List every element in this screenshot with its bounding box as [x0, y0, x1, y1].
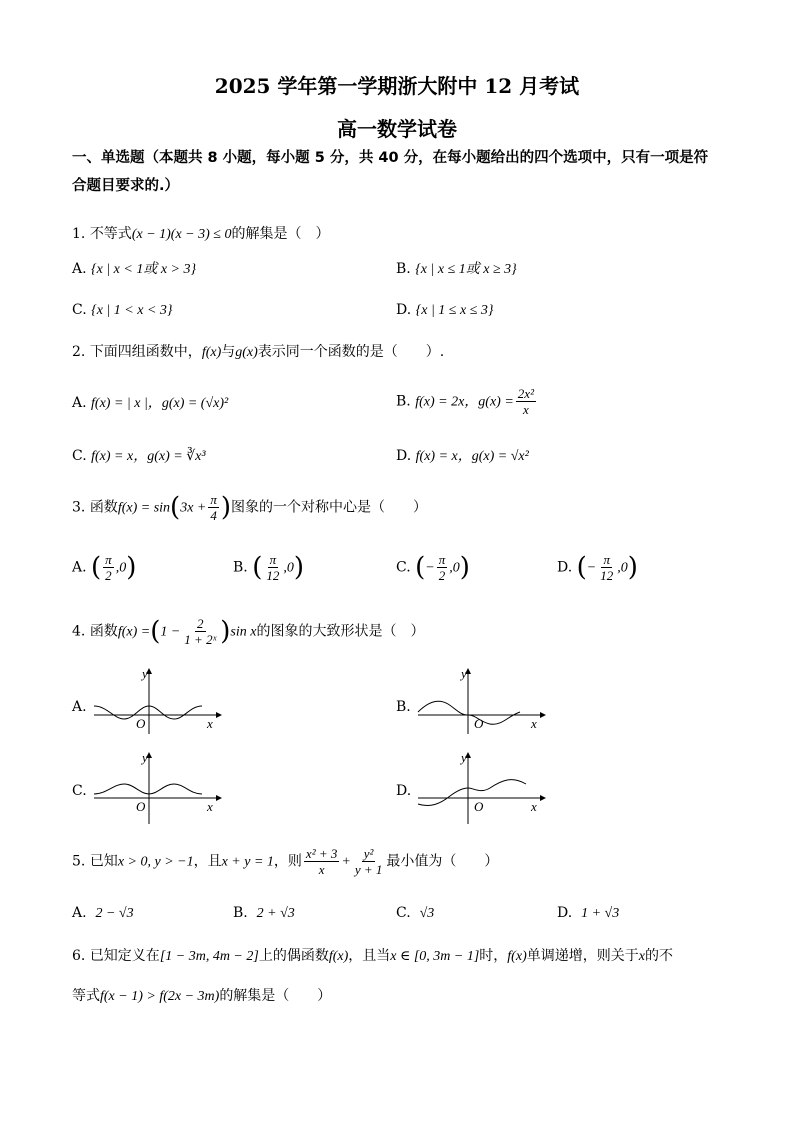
axis-y-label: y — [142, 666, 148, 681]
q4-graph-d[interactable] — [416, 750, 546, 826]
question-number: 1. — [72, 226, 86, 242]
origin-label: O — [136, 716, 146, 731]
q5-option-b[interactable]: B. 2 + √3 — [233, 905, 295, 921]
q4-option-d-label[interactable]: D. — [396, 783, 412, 799]
fraction: $\frac{\pi}{12}$ — [600, 552, 614, 583]
axis-x-label: x — [207, 716, 213, 731]
q4-option-a-label[interactable]: A. — [72, 699, 87, 715]
origin-label: O — [474, 799, 484, 814]
q1-option-b[interactable]: B. {x | x ≤ 1或 x ≥ 3} — [396, 261, 517, 277]
q1-option-c[interactable]: C. {x | 1 < x < 3} — [72, 302, 173, 318]
fraction: $\frac{2}{\text{1 + 2ˣ}}$ — [184, 616, 217, 647]
axis-y-label: y — [461, 666, 467, 681]
q5-option-d[interactable]: D. 1 + √3 — [557, 905, 620, 921]
q4-graph-b[interactable] — [416, 666, 546, 736]
axis-y-label: y — [461, 750, 467, 765]
question-1: 1. 不等式(x − 1)(x − 3) ≤ 0的解集是（ ） — [72, 226, 330, 242]
q4-graph-c[interactable] — [92, 750, 222, 826]
q2-option-c[interactable]: C. f(x) = x，g(x) = ∛x³ — [72, 448, 206, 464]
exam-title: 2025 学年第一学期浙大附中 12 月考试 — [214, 74, 580, 98]
fraction: $\frac{\text{y²}}{y + 1}$ — [354, 846, 383, 877]
q4-option-b-label[interactable]: B. — [396, 699, 411, 715]
question-3: 3. 函数f(x) = sin(3x + $\frac{\pi}{4}$ )图象的一个对称中心是（ ） — [72, 492, 428, 523]
q1-option-a[interactable]: A. {x | x < 1或 x > 3} — [72, 261, 197, 277]
question-6-line-2: 等式f(x − 1) > f(2x − 3m)的解集是（ ） — [72, 988, 332, 1004]
q3-option-b[interactable]: B. ( $\frac{\pi}{12}$ ,0) — [233, 552, 305, 583]
axis-y-label: y — [142, 750, 148, 765]
fraction: $\frac{\text{2x²}}{x}$ — [517, 386, 534, 417]
fraction: $\frac{\pi}{4}$ — [210, 492, 217, 523]
q2-option-d[interactable]: D. f(x) = x，g(x) = √x² — [396, 448, 529, 464]
q3-option-d[interactable]: D. (− $\frac{\pi}{12}$ ,0) — [557, 552, 638, 583]
exam-subtitle: 高一数学试卷 — [337, 117, 457, 141]
axis-x-label: x — [531, 716, 537, 731]
question-6-line-1: 6. 已知定义在[1 − 3m, 4m − 2]上的偶函数f(x)，且当x ∈ [0, 3m − 1]时，f(x)单调递增，则关于x的不 — [72, 948, 673, 964]
question-2: 2. 下面四组函数中，f(x)与g(x)表示同一个函数的是（ ）. — [72, 344, 445, 360]
q4-graph-a[interactable] — [92, 666, 222, 736]
section-heading: 一、单选题（本题共 8 小题，每小题 5 分，共 40 分，在每小题给出的四个选项中，只有一项是符合题目要求的.） — [72, 150, 709, 194]
fraction: $\frac{\pi}{2}$ — [438, 552, 446, 583]
q3-option-c[interactable]: C. (− $\frac{\pi}{2}$ ,0) — [396, 552, 470, 583]
fraction: $\frac{\pi}{2}$ — [105, 552, 112, 583]
q5-option-a[interactable]: A. 2 − √3 — [72, 905, 134, 921]
q2-option-a[interactable]: A. f(x) = | x |，g(x) = (√x)² — [72, 395, 229, 411]
axis-x-label: x — [207, 799, 213, 814]
fraction: $\frac{\pi}{12}$ — [266, 552, 280, 583]
fraction: $\frac{\text{x² + 3}}{x}$ — [305, 846, 338, 877]
question-4: 4. 函数f(x) =(1 − $\frac{2}{\text{1 + 2ˣ}}$ )sin x的图象的大致形状是（ ） — [72, 616, 425, 647]
origin-label: O — [474, 716, 484, 731]
q5-option-c[interactable]: C. √3 — [396, 905, 435, 921]
axis-x-label: x — [531, 799, 537, 814]
q4-option-c-label[interactable]: C. — [72, 783, 87, 799]
origin-label: O — [136, 799, 146, 814]
q1-option-d[interactable]: D. {x | 1 ≤ x ≤ 3} — [396, 302, 494, 318]
question-5: 5. 已知x > 0, y > −1，且x + y = 1，则 $\frac{\text{x² + 3}}{x}$ + $\frac{\text{y²}}{y + 1}$ 最小值为（ ） — [72, 846, 499, 877]
q3-option-a[interactable]: A. ( $\frac{\pi}{2}$ ,0) — [72, 552, 137, 583]
q2-option-b[interactable]: B. f(x) = 2x，g(x) = $\frac{\text{2x²}}{x}$ — [396, 386, 534, 417]
